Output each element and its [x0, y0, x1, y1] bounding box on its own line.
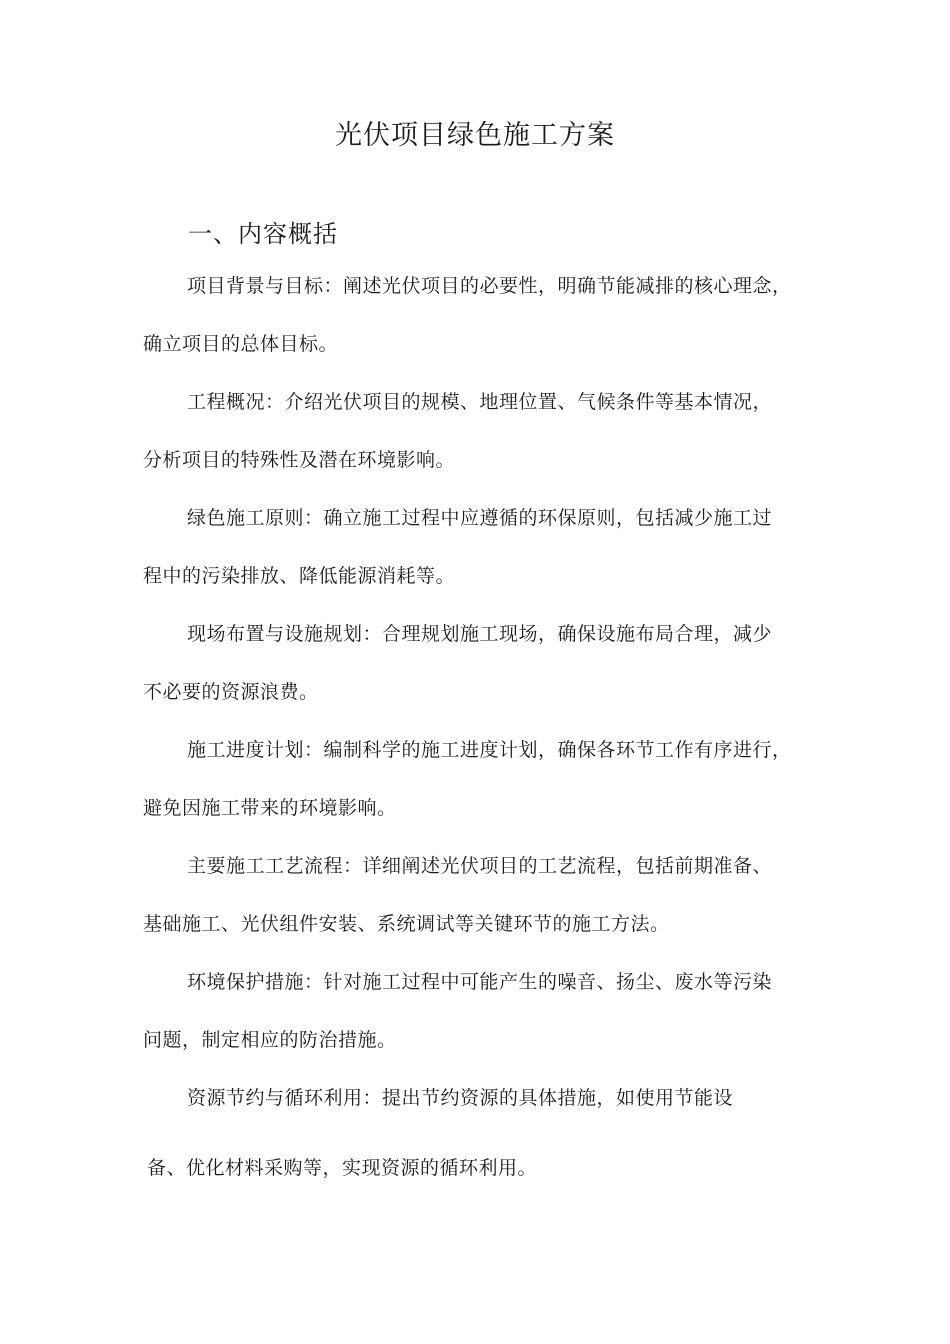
paragraph-line: 项目背景与目标：阐述光伏项目的必要性，明确节能减排的核心理念， [187, 275, 792, 297]
paragraph-line: 基础施工、光伏组件安装、系统调试等关键环节的施工方法。 [143, 913, 670, 935]
paragraph-line: 现场布置与设施规划：合理规划施工现场，确保设施布局合理，减少 [187, 623, 773, 645]
paragraph-line: 确立项目的总体目标。 [143, 333, 339, 355]
paragraph-line: 绿色施工原则：确立施工过程中应遵循的环保原则，包括减少施工过 [187, 507, 773, 529]
paragraph-line: 程中的污染排放、降低能源消耗等。 [143, 565, 456, 587]
paragraph-line: 主要施工工艺流程：详细阐述光伏项目的工艺流程，包括前期准备、 [187, 855, 773, 877]
paragraph-line: 施工进度计划：编制科学的施工进度计划，确保各环节工作有序进行， [187, 739, 792, 761]
paragraph-line: 备、优化材料采购等，实现资源的循环利用。 [147, 1157, 538, 1179]
document-title: 光伏项目绿色施工方案 [335, 120, 615, 151]
paragraph-line: 资源节约与循环利用：提出节约资源的具体措施，如使用节能设 [187, 1087, 734, 1109]
paragraph-line: 不必要的资源浪费。 [143, 681, 319, 703]
paragraph-line: 工程概况：介绍光伏项目的规模、地理位置、气候条件等基本情况， [187, 391, 773, 413]
paragraph-line: 避免因施工带来的环境影响。 [143, 797, 397, 819]
paragraph-line: 环境保护措施：针对施工过程中可能产生的噪音、扬尘、废水等污染 [187, 971, 773, 993]
section-heading: 一、内容概括 [188, 220, 338, 248]
paragraph-line: 分析项目的特殊性及潜在环境影响。 [143, 449, 456, 471]
paragraph-line: 问题，制定相应的防治措施。 [143, 1029, 397, 1051]
